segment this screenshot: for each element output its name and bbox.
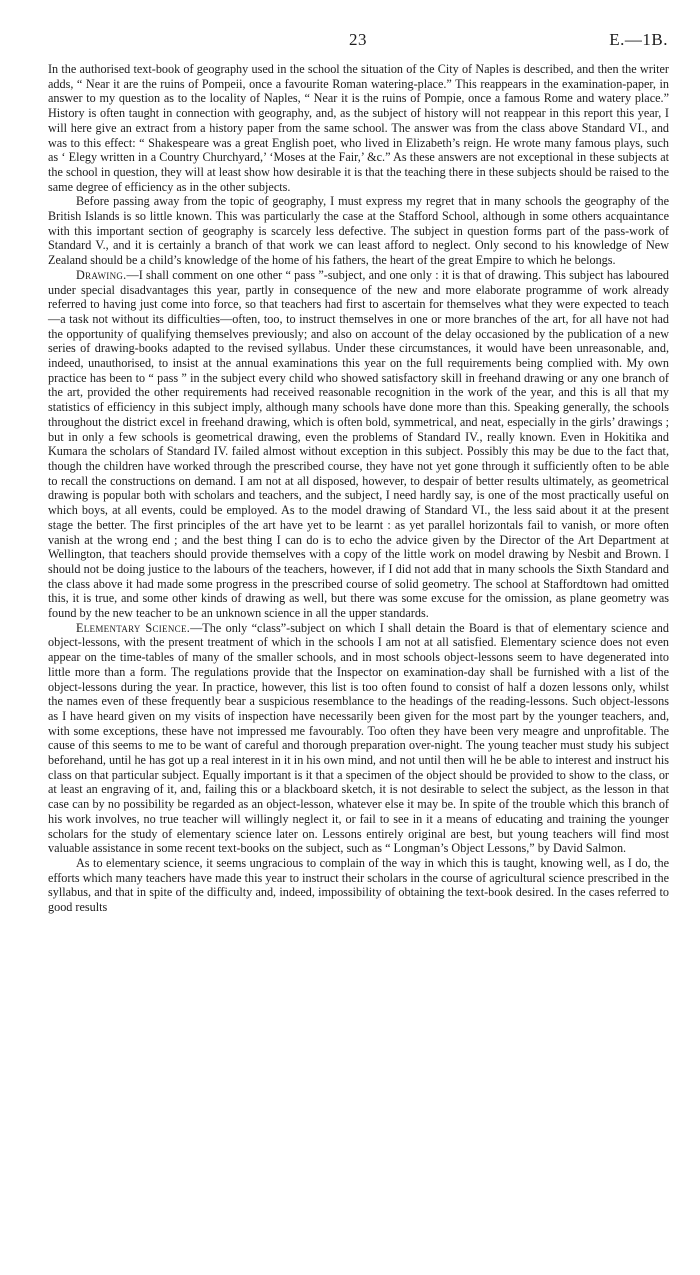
report-body (48, 62, 669, 915)
paragraph-geography-naples (48, 62, 669, 194)
paragraph-text: Before passing away from the topic of geography, I must express my regret that in many schools the geography of the British Islands is so little known. This was particularly the case at the Stafford School, although in some others acquaintance with this important section of geography is scarcely less defective. The subject in question forms part of the pass-work of Standard V., and it is certainly a branch of that work we can least afford to neglect. Only second to his knowledge of New Zealand should be a child’s knowledge of the home of his fathers, the heart of the great Empire to which he belongs. (48, 194, 669, 268)
paragraph-british-islands (48, 194, 669, 268)
section-heading-elementary-science: Elementary Science. (76, 620, 191, 635)
paragraph-text: —I shall comment on one other “ pass ”-subject, and one only : it is that of drawing. This subject has laboured under special disadvantages this year, partly in consequence of the new and more elaborate programme of work already referred to having just come into force, so that teachers had first to ascertain for themselves what they were expected to teach—a task not without its difficulties—often, too, to instruct themselves in one or more branches of the art, for all have not had the opportunity of qualifying themselves previously; and also on account of the delay occasioned by the publication of a new series of drawing-books adapted to the revised syllabus. Under these circumstances, it would have been unreasonable, and, indeed, unauthorised, to insist at the annual examinations this year on the full requirements being complied with. My own practice has been to “ pass ” in the subject every child who showed satisfactory skill in freehand drawing or any one branch of the art, provided the other requirements had received reasonable recognition in the work of the year, and this is all that my statistics of efficiency in this subject imply, although many schools have done more than this. Speaking generally, the schools throughout the district excel in freehand drawing, which is often bold, symmetrical, and neat, especially in the girls’ drawings ; but in only a few schools is geometrical drawing, even the problems of Standard IV., really known. Even in Hokitika and Kumara the scholars of Standard IV. failed almost without exception in this subject. Possibly this may be due to the fact that, though the children have worked through the prescribed course, they have not yet gone through it sufficiently often to be able to recall the constructions on demand. I am not at all disposed, however, to despair of better results ultimately, as geometrical drawing is popular both with scholars and teachers, and the subject, I need hardly say, is one of the most practically useful on which boys, at all events, could be employed. As to the model drawing of Standard VI., the less said about it at the present stage the better. The first principles of the art have yet to be learnt : as yet parallel horizontals fail to vanish, or more often vanish at the wrong end ; and the best thing I can do is to echo the advice given by the Director of the Art Department at Wellington, that teachers should provide themselves with a copy of the little work on model drawing by Nesbit and Brown. I should not be doing justice to the labours of the teachers, however, if I did not add that in many schools the Sixth Standard and the class above it had made some progress in the prescribed course of solid geometry. The school at Staffordtown had omitted this, it is true, and some other kinds of drawing as well, but there was some excuse for the omission, as plane geometry was found by the new teacher to be an unknown science in all the upper standards. (48, 267, 669, 621)
paragraph-elementary-science (48, 621, 669, 856)
paragraph-drawing (48, 268, 669, 621)
running-head: E.—1B. (609, 30, 668, 49)
paragraph-agricultural-science (48, 856, 669, 915)
page-number: 23 (349, 30, 367, 49)
section-heading-drawing: Drawing. (76, 267, 127, 282)
paragraph-text: In the authorised text-book of geography used in the school the situation of the City of Naples is described, and then the writer adds, “ Near it are the ruins of Pompeii, once a favourite Roman watering-place.” This reappears in the examination-paper, in answer to my question as to the locality of Naples, “ Near it is the ruins of Pompie, once a famous Rome and watery place.” History is often taught in connection with geography, and, as the subject of history will not reappear in this report this year, I will here give an extract from a history paper from the same school. The answer was from the class above Standard VI., and was to this effect: “ Shakespeare was a great English poet, who lived in Elizabeth’s reign. He wrote many famous plays, such as ‘ Elegy written in a Country Churchyard,’ ‘Moses at the Fair,’ &c.” As these answers are not exceptional in these subjects at the school in question, they will at least show how desirable it is that the teaching there in these subjects should be raised to the same degree of efficiency as in the other subjects. (48, 62, 669, 194)
page-header (48, 30, 668, 54)
paragraph-text: —The only “class”-subject on which I shall detain the Board is that of elementary science and object-lessons, with the present treatment of which in the schools I am not at all satisfied. Elementary science does not even appear on the time-tables of many of the smaller schools, and in most schools object-lessons seem to have degenerated into little more than a form. The regulations provide that the Inspector on examination-day shall be furnished with a list of the object-lessons during the year. In practice, however, this list is too often found to consist of half a dozen lessons only, whilst the names even of these frequently bear a suspicious resemblance to the headings of the reading-lessons. Such object-lessons as I have heard given on my visits of inspection have necessarily been given for the most part by the younger teachers, and, with some exceptions, these have not impressed me favourably. Too often they have been very meagre and unprofitable. The cause of this seems to me to be want of careful and thorough preparation over-night. The young teacher must study his subject beforehand, until he has got up a real interest in it in his own mind, and not until then will he be able to interest and instruct his class on that particular subject. Equally important is it that a specimen of the object should be provided to show to the class, or at least an engraving of it, and, failing this or a blackboard sketch, it is not desirable to select the subject, as the lesson in that case can by no possibility be regarded as an object-lesson, whatever else it may be. In spite of the trouble which this branch of his work involves, no true teacher will willingly neglect it, or fail to see in it a means of educating and training the younger scholars for the study of elementary science later on. Lessons entirely original are best, but young teachers will find most valuable assistance in some recent text-books on the subject, such as “ Longman’s Object Lessons,” by David Salmon. (48, 620, 669, 856)
paragraph-text: As to elementary science, it seems ungracious to complain of the way in which this is taught, knowing well, as I do, the efforts which many teachers have made this year to instruct their scholars in the course of agricultural science prescribed in the syllabus, and that in spite of the difficulty and, indeed, impossibility of obtaining the text-book desired. In the cases referred to good results (48, 855, 669, 915)
